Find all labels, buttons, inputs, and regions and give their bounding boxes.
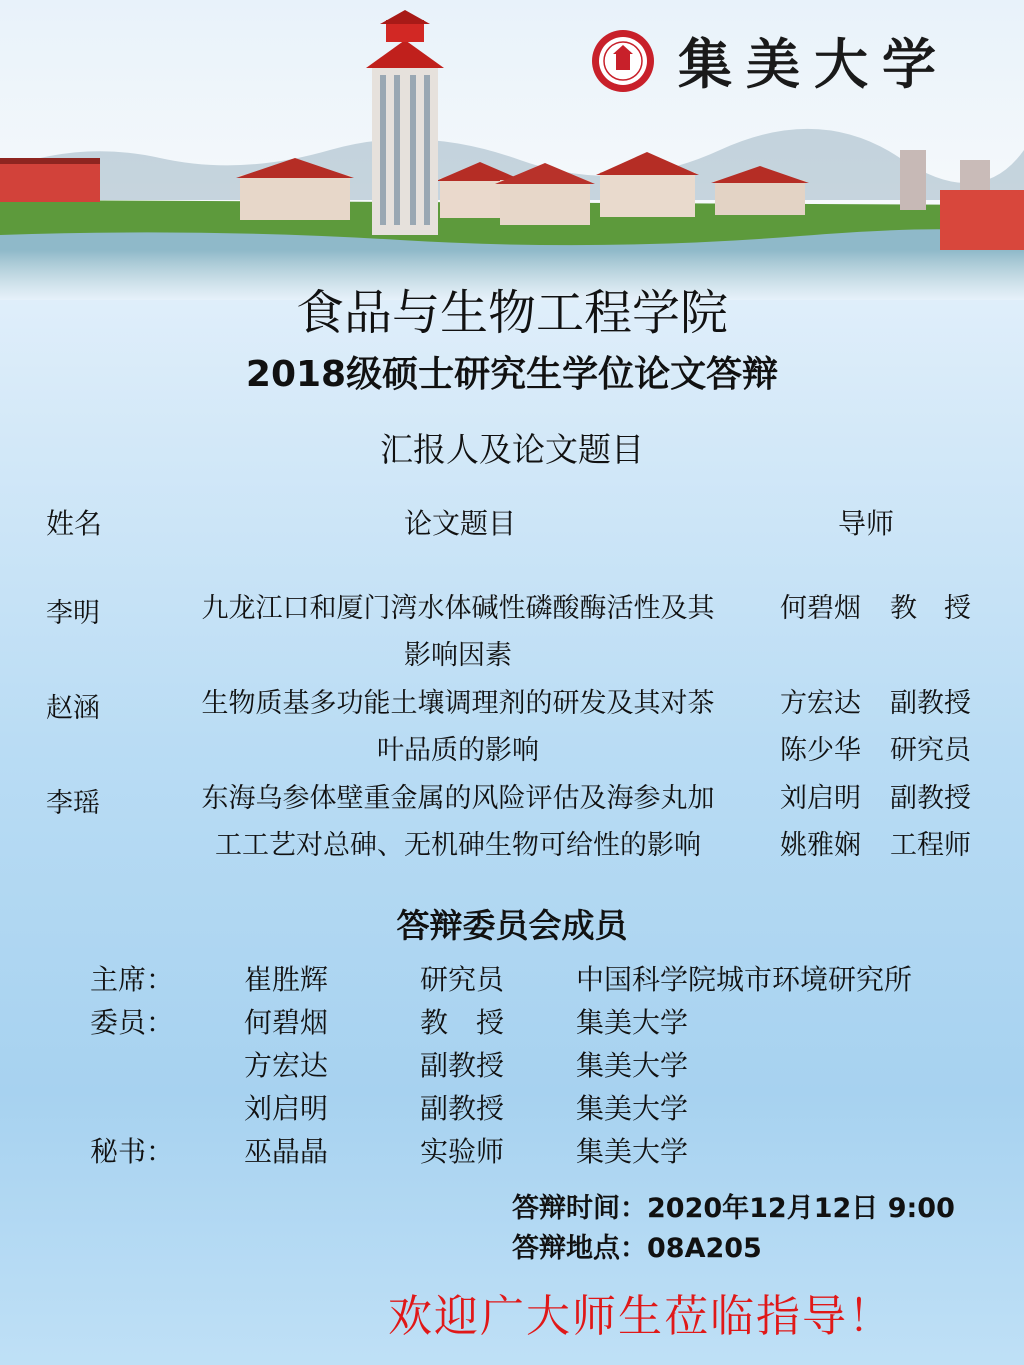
thesis-title-line: 九龙江口和厦门湾水体碱性磷酸酶活性及其 <box>201 593 715 624</box>
member-name: 刘启明 <box>244 1092 329 1125</box>
advisor-rank: 工程师 <box>890 830 971 861</box>
member-organization: 集美大学 <box>576 1006 689 1039</box>
column-header-name: 姓名 <box>46 507 103 540</box>
member-role: 主席： <box>90 963 175 996</box>
advisor-name: 方宏达 <box>780 688 861 719</box>
committee-member-row <box>0 1087 1024 1130</box>
advisor-name: 何碧烟 <box>780 593 861 624</box>
presenters-section-title: 汇报人及论文题目 <box>380 430 644 469</box>
column-header-thesis-title: 论文题目 <box>404 507 517 540</box>
welcome-message: 欢迎广大师生莅临指导！ <box>388 1291 894 1342</box>
defense-location: 答辩地点：08A205 <box>512 1233 762 1264</box>
column-header-advisor: 导师 <box>838 507 895 540</box>
member-organization: 集美大学 <box>576 1049 689 1082</box>
member-organization: 集美大学 <box>576 1092 689 1125</box>
university-logo <box>590 22 950 99</box>
advisor-entry <box>780 727 990 774</box>
committee-section-title: 答辩委员会成员 <box>396 906 628 945</box>
school-title: 食品与生物工程学院 <box>295 285 728 341</box>
advisor-rank: 研究员 <box>890 735 971 766</box>
thesis-title-line: 东海乌参体壁重金属的风险评估及海参丸加 <box>201 783 715 814</box>
thesis-title <box>158 680 758 774</box>
advisor-list <box>780 585 990 632</box>
thesis-title-line: 叶品质的影响 <box>377 735 539 766</box>
member-title: 副教授 <box>420 1092 505 1125</box>
member-name: 何碧烟 <box>244 1006 329 1039</box>
advisor-name: 陈少华 <box>780 735 861 766</box>
advisor-rank: 教 授 <box>890 593 971 624</box>
advisor-entry <box>780 822 990 869</box>
thesis-title <box>158 775 758 869</box>
presenter-name: 李瑶 <box>46 788 100 819</box>
member-name: 巫晶晶 <box>244 1135 329 1168</box>
advisor-entry <box>780 585 990 632</box>
advisor-entry <box>780 680 990 727</box>
member-role: 委员： <box>90 1006 175 1039</box>
advisor-name: 姚雅娴 <box>780 830 861 861</box>
member-title: 教 授 <box>420 1006 505 1039</box>
member-organization: 中国科学院城市环境研究所 <box>576 963 913 996</box>
committee-member-row <box>0 1044 1024 1087</box>
thesis-title <box>158 585 758 679</box>
campus-banner-image <box>0 0 1024 300</box>
thesis-title-line: 影响因素 <box>404 640 512 671</box>
presenter-name: 李明 <box>46 598 100 629</box>
advisor-name: 刘启明 <box>780 783 861 814</box>
advisor-rank: 副教授 <box>890 688 971 719</box>
advisor-list <box>780 775 990 869</box>
thesis-title-line: 工工艺对总砷、无机砷生物可给性的影响 <box>215 830 701 861</box>
member-title: 副教授 <box>420 1049 505 1082</box>
committee-member-row <box>0 1130 1024 1173</box>
university-seal-icon <box>590 28 656 94</box>
defense-time: 答辩时间：2020年12月12日 9:00 <box>512 1193 955 1224</box>
university-name: 集美大学 <box>678 32 950 96</box>
advisor-entry <box>780 775 990 822</box>
member-title: 实验师 <box>420 1135 505 1168</box>
member-role: 秘书： <box>90 1135 175 1168</box>
advisor-rank: 副教授 <box>890 783 971 814</box>
member-name: 方宏达 <box>244 1049 329 1082</box>
member-name: 崔胜辉 <box>244 963 329 996</box>
committee-member-row <box>0 958 1024 1001</box>
event-title: 2018级硕士研究生学位论文答辩 <box>245 354 779 395</box>
member-title: 研究员 <box>420 963 505 996</box>
thesis-title-line: 生物质基多功能土壤调理剂的研发及其对茶 <box>201 688 715 719</box>
advisor-list <box>780 680 990 774</box>
presenter-name: 赵涵 <box>46 693 100 724</box>
committee-member-row <box>0 1001 1024 1044</box>
member-organization: 集美大学 <box>576 1135 689 1168</box>
